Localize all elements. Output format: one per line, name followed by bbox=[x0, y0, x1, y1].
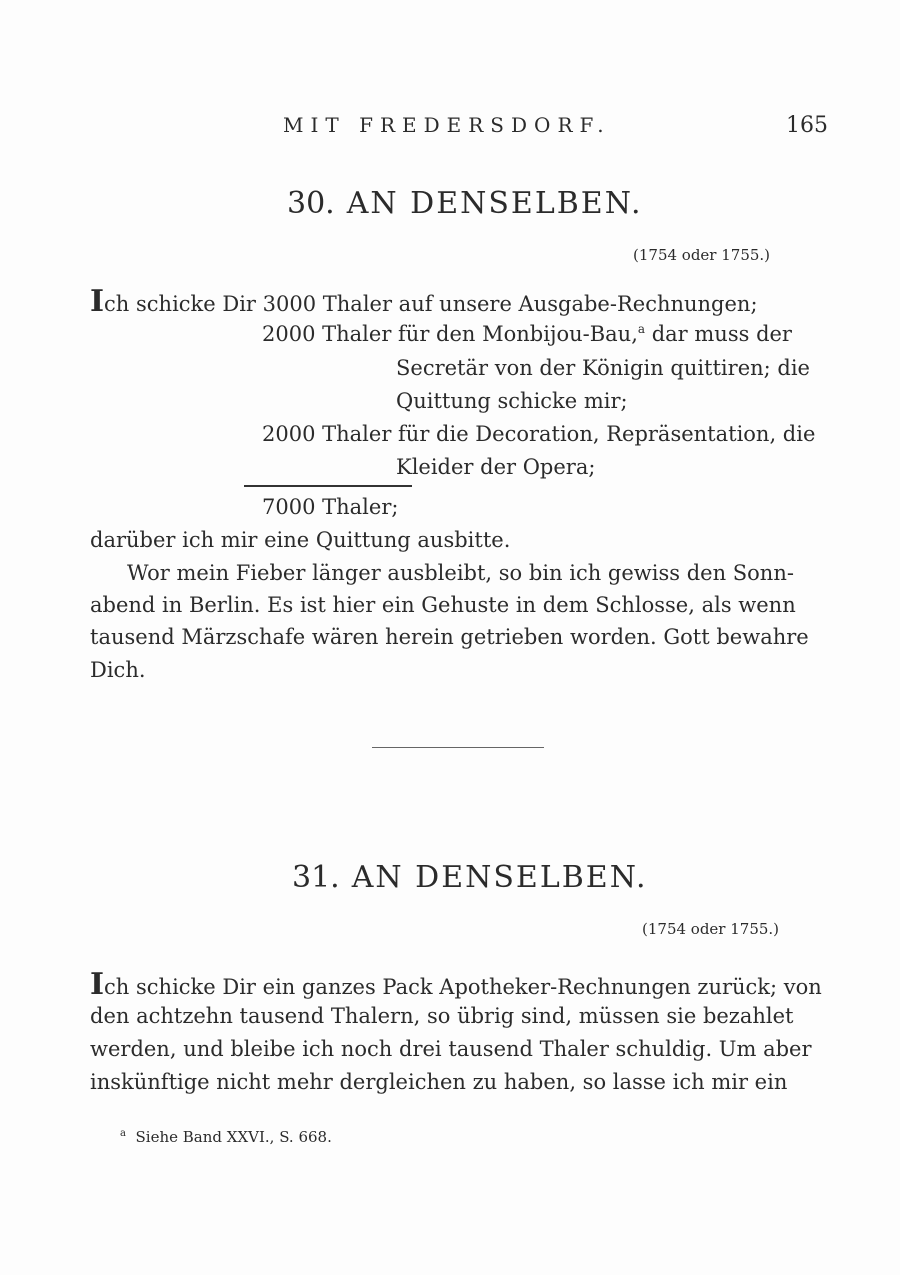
letter-31-line-3: werden, und bleibe ich noch drei tausend Thaler schuldig. Um aber bbox=[90, 1037, 812, 1061]
letter-heading: AN DENSELBEN. bbox=[351, 860, 648, 895]
letter-30-line-12: Dich. bbox=[90, 658, 146, 682]
letter-30-line-3: Secretär von der Königin quittiren; die bbox=[396, 356, 810, 380]
page-number: 165 bbox=[786, 113, 828, 138]
letter-31-date: (1754 oder 1755.) bbox=[642, 920, 780, 938]
sum-rule bbox=[244, 485, 412, 487]
letter-30-line-1 bbox=[90, 284, 758, 319]
letter-31-title bbox=[292, 860, 648, 895]
letter-30-line-10: abend in Berlin. Es ist hier ein Gehuste in dem Schlosse, als wenn bbox=[90, 593, 796, 617]
drop-cap: I bbox=[90, 967, 105, 1002]
letter-30-line-11: tausend Märzschafe wären herein getrieben worden. Gott bewahre bbox=[90, 625, 809, 649]
letter-30-line-6: Kleider der Opera; bbox=[396, 455, 596, 479]
running-head: MIT FREDERSDORF. bbox=[283, 113, 611, 137]
letter-heading: AN DENSELBEN. bbox=[346, 186, 643, 221]
letter-30-date: (1754 oder 1755.) bbox=[633, 246, 771, 264]
letter-number: 31. bbox=[292, 860, 340, 895]
drop-cap: I bbox=[90, 284, 105, 319]
letter-31-line-4: inskünftige nicht mehr dergleichen zu haben, so lasse ich mir ein bbox=[90, 1070, 788, 1094]
letter-30-line-2 bbox=[262, 322, 792, 346]
footnote-ref: a bbox=[637, 322, 646, 336]
letter-30-total: 7000 Thaler; bbox=[262, 495, 399, 519]
line-text: ch schicke Dir 3000 Thaler auf unsere Ausgabe-Rechnungen; bbox=[104, 292, 758, 316]
letter-31-line-1 bbox=[90, 967, 822, 1002]
line-text: 2000 Thaler für den Monbijou-Bau, bbox=[262, 322, 638, 346]
line-text: dar muss der bbox=[651, 322, 792, 346]
footnote-marker: a bbox=[120, 1128, 126, 1139]
letter-30-line-9: Wor mein Fieber länger ausbleibt, so bin ich gewiss den Sonn- bbox=[127, 561, 794, 585]
letter-30-title bbox=[287, 186, 643, 221]
letter-30-line-4: Quittung schicke mir; bbox=[396, 389, 628, 413]
footnote bbox=[120, 1128, 332, 1146]
line-text: ch schicke Dir ein ganzes Pack Apotheker-Rechnungen zurück; von bbox=[104, 975, 822, 999]
section-divider bbox=[372, 747, 544, 748]
letter-30-line-5: 2000 Thaler für die Decoration, Repräsentation, die bbox=[262, 422, 816, 446]
letter-30-line-8: darüber ich mir eine Quittung ausbitte. bbox=[90, 528, 511, 552]
footnote-text: Siehe Band XXVI., S. 668. bbox=[135, 1128, 332, 1146]
letter-number: 30. bbox=[287, 186, 335, 221]
letter-31-line-2: den achtzehn tausend Thalern, so übrig sind, müssen sie bezahlet bbox=[90, 1004, 794, 1028]
